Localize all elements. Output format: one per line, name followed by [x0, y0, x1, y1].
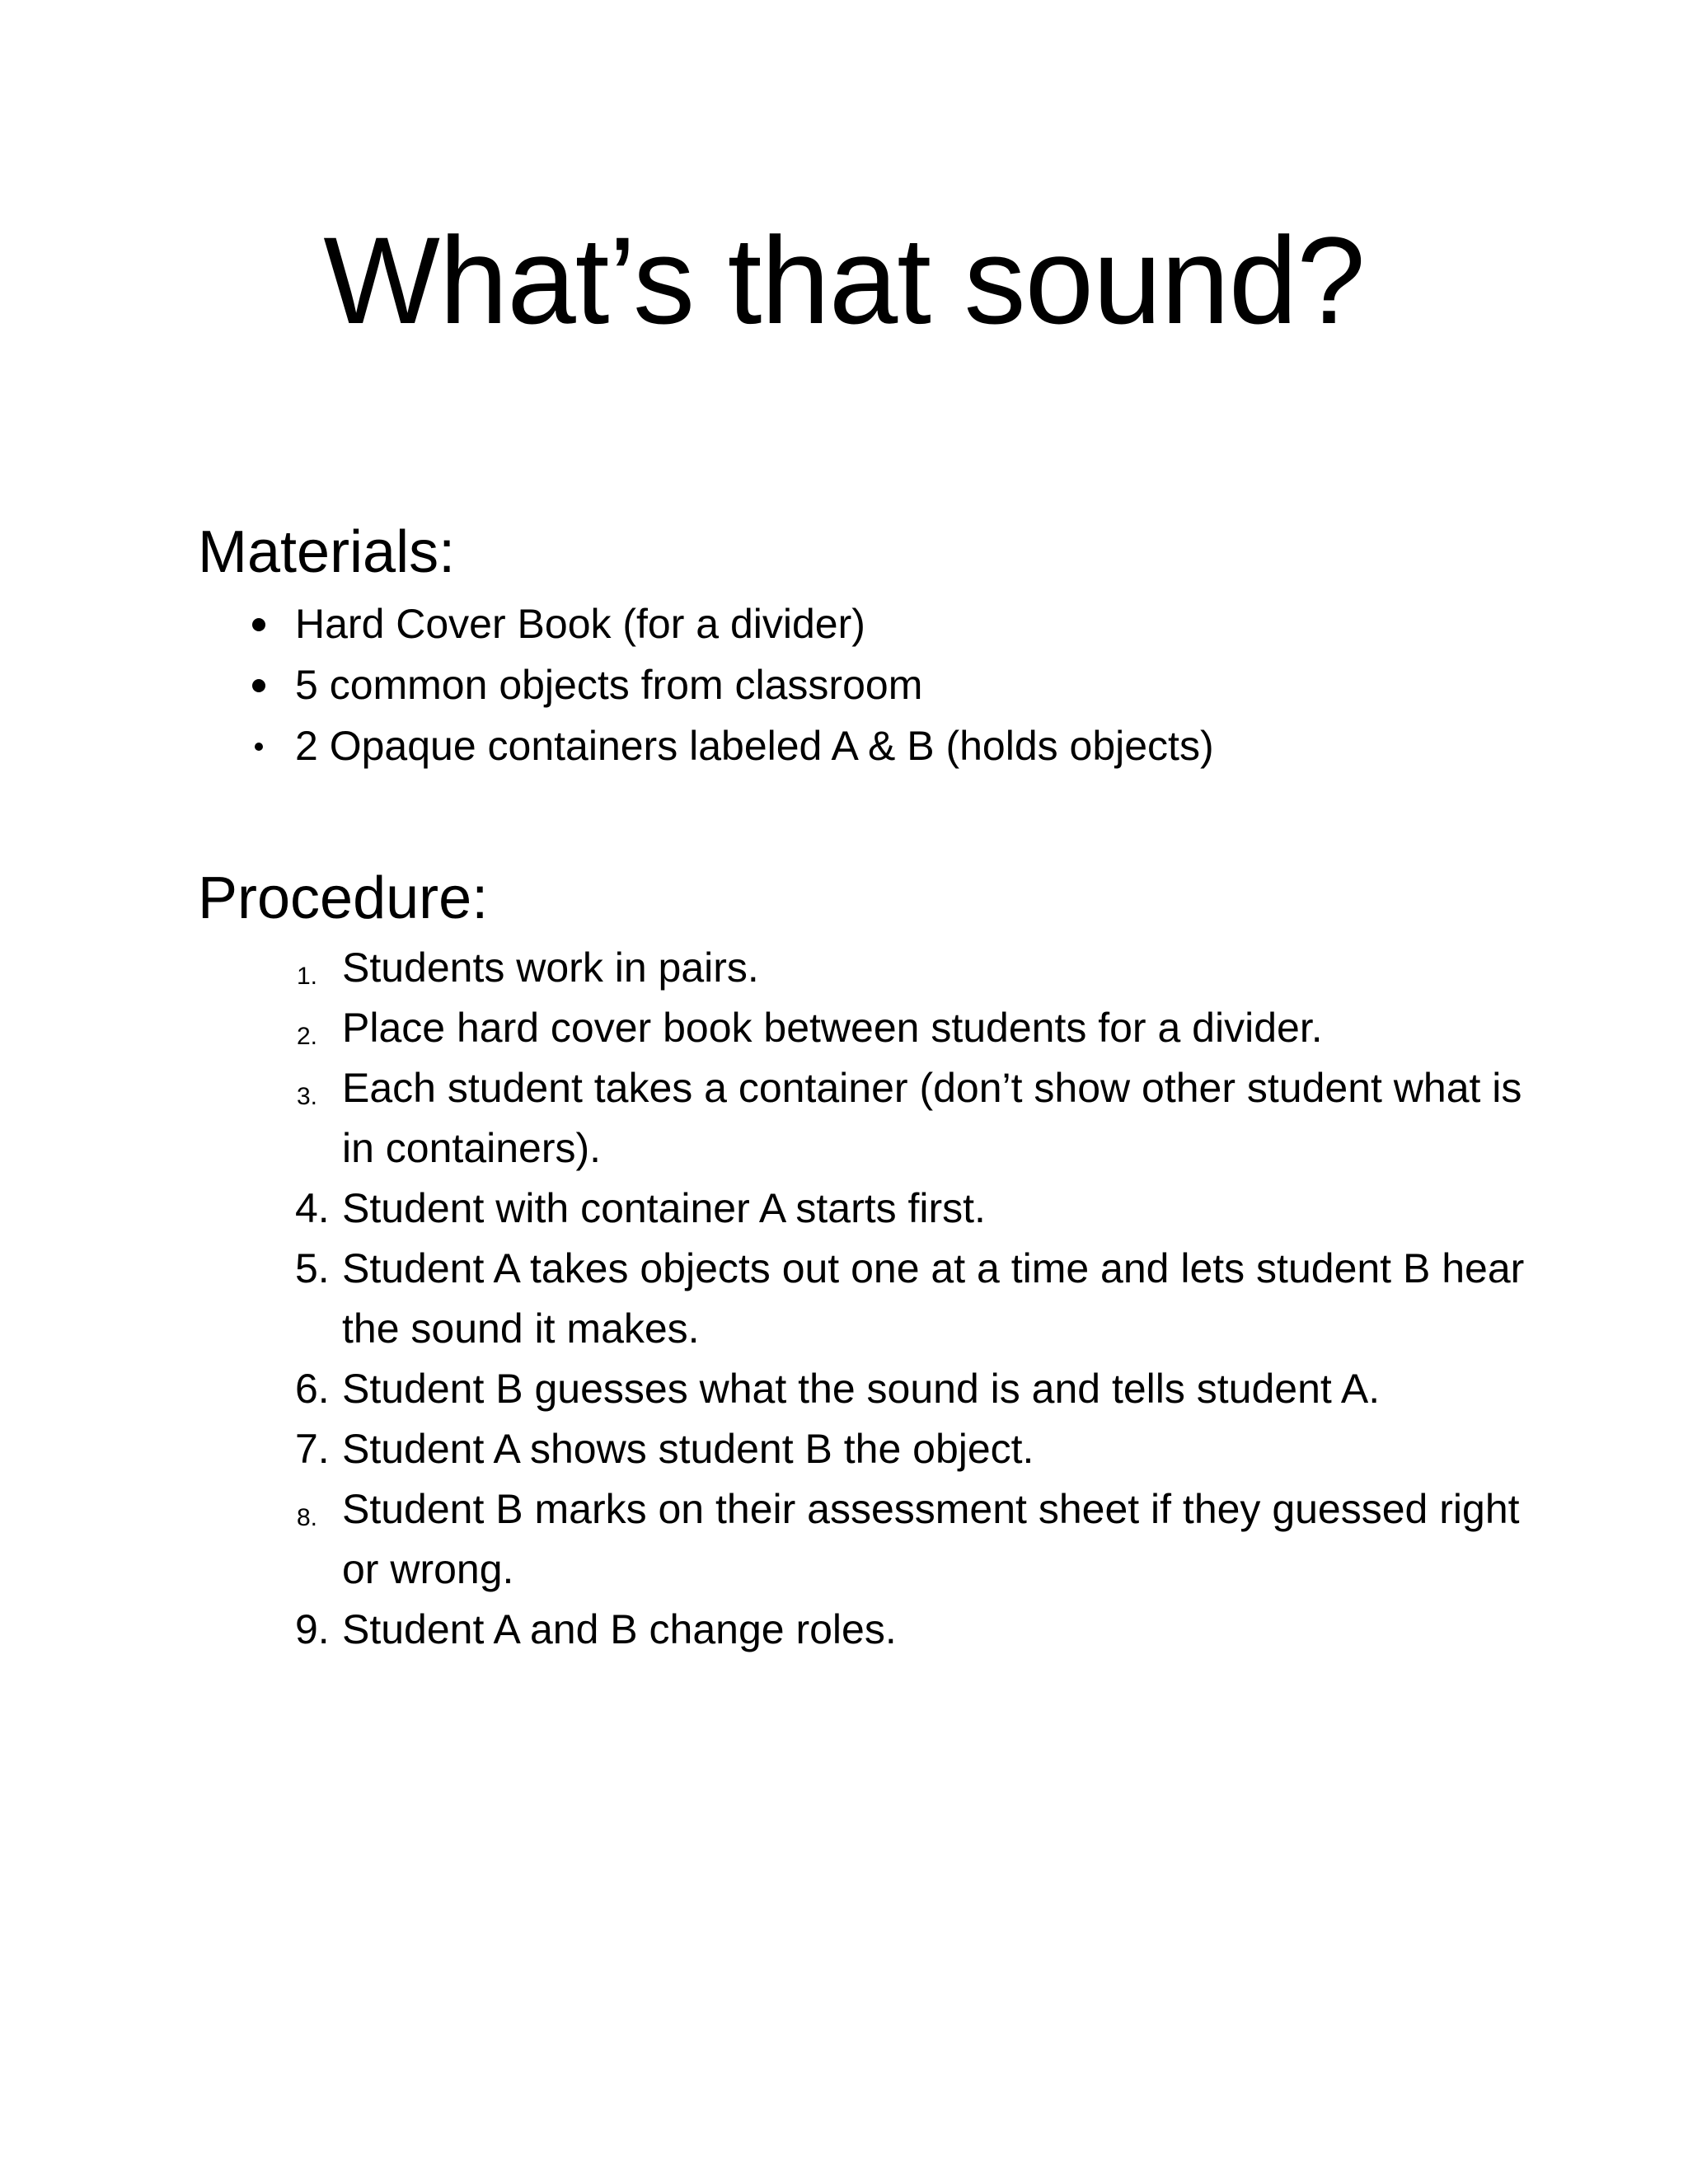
materials-item — [198, 715, 1599, 776]
materials-item — [198, 593, 1599, 654]
procedure-step — [198, 1179, 1533, 1239]
step-number: 9. — [295, 1606, 330, 1652]
step-number: 7. — [295, 1426, 330, 1472]
bullet-icon — [252, 618, 265, 631]
step-text: Student with container A starts first. — [342, 1185, 986, 1231]
step-text: Student A and B change roles. — [342, 1606, 897, 1652]
procedure-step — [198, 1479, 1533, 1600]
bullet-icon — [252, 679, 265, 692]
step-number: 2. — [297, 1023, 318, 1050]
step-text: Students work in pairs. — [342, 944, 759, 991]
step-number: 1. — [297, 963, 318, 990]
procedure-step — [198, 1058, 1533, 1179]
step-number: 8. — [297, 1504, 318, 1531]
step-text: Student A shows student B the object. — [342, 1426, 1034, 1472]
procedure-step — [198, 1600, 1533, 1660]
page-title: What’s that sound? — [323, 211, 1365, 349]
materials-heading: Materials: — [198, 519, 456, 585]
procedure-step — [198, 1239, 1533, 1359]
procedure-steps — [198, 938, 1533, 1660]
step-text: Student A takes objects out one at a time and lets student B hear the sound it makes. — [342, 1245, 1525, 1352]
bullet-icon — [255, 743, 263, 751]
procedure-heading: Procedure: — [198, 865, 489, 931]
step-text: Each student takes a container (don’t show other student what is in containers). — [342, 1065, 1522, 1171]
procedure-step — [198, 1419, 1533, 1479]
materials-item-text: Hard Cover Book (for a divider) — [295, 601, 865, 647]
step-number: 6. — [295, 1366, 330, 1412]
step-number: 3. — [297, 1083, 318, 1110]
procedure-step — [198, 938, 1533, 998]
materials-list — [198, 593, 1599, 776]
step-number: 5. — [295, 1245, 330, 1291]
materials-item-text: 2 Opaque containers labeled A & B (holds objects) — [295, 723, 1214, 769]
procedure-step — [198, 1359, 1533, 1419]
step-text: Student B marks on their assessment sheet if they guessed right or wrong. — [342, 1486, 1520, 1592]
step-text: Place hard cover book between students for a divider. — [342, 1005, 1323, 1051]
materials-item-text: 5 common objects from classroom — [295, 662, 923, 708]
step-number: 4. — [295, 1185, 330, 1231]
step-text: Student B guesses what the sound is and tells student A. — [342, 1366, 1381, 1412]
materials-item — [198, 654, 1599, 715]
procedure-step — [198, 998, 1533, 1058]
